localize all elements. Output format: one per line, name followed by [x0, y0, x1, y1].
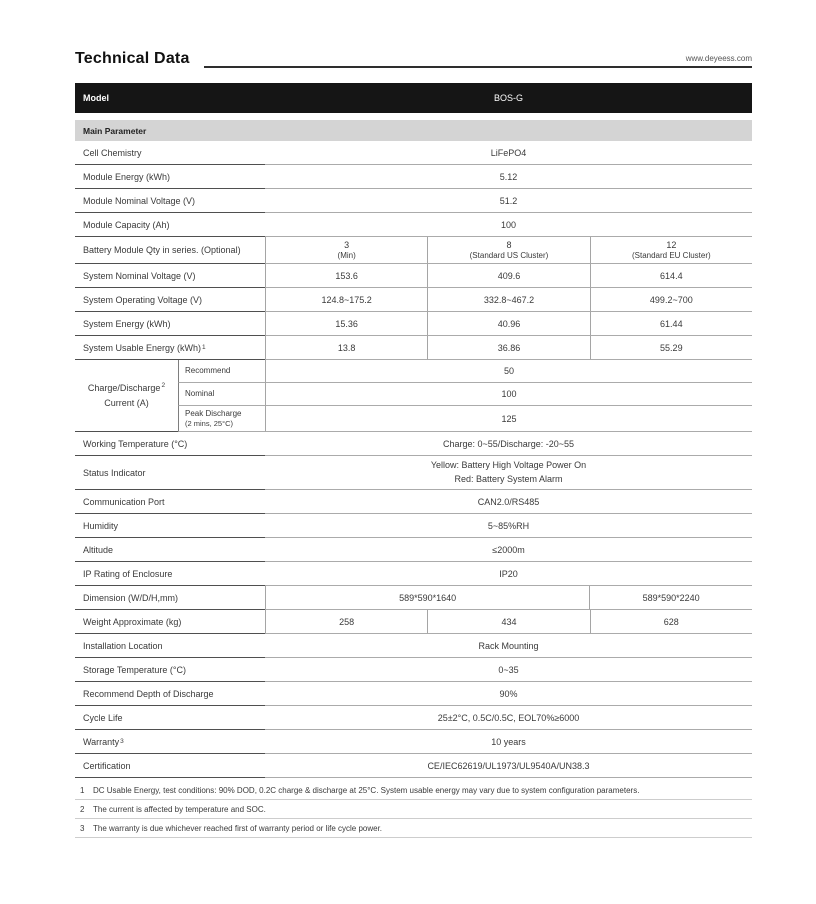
- qty-row: [75, 237, 752, 264]
- spec-row: [75, 288, 752, 312]
- row-value: 5~85%RH: [265, 514, 752, 538]
- charge-sub-value: 125: [265, 406, 752, 432]
- row-label: Communication Port: [75, 490, 265, 514]
- value-cell: 589*590*1640: [265, 586, 589, 610]
- spec-row: [75, 562, 752, 586]
- value-cell: 15.36: [265, 312, 427, 336]
- row-label: Certification: [75, 754, 265, 778]
- row-value: 25±2°C, 0.5C/0.5C, EOL70%≥6000: [265, 706, 752, 730]
- footnote-text: The warranty is due whichever reached first of warranty period or life cycle power.: [93, 824, 383, 833]
- spec-row: [75, 213, 752, 237]
- value-cell: 332.8~467.2: [427, 288, 589, 312]
- spec-row: [75, 264, 752, 288]
- model-value: BOS-G: [493, 93, 523, 103]
- row-label: Storage Temperature (°C): [75, 658, 265, 682]
- spec-row: [75, 658, 752, 682]
- spec-row: [75, 165, 752, 189]
- row-value: 5.12: [265, 165, 752, 189]
- charge-subrow: [178, 406, 752, 432]
- section-header: [75, 120, 752, 141]
- row-label: Battery Module Qty in series. (Optional): [75, 237, 265, 264]
- spec-row: [75, 682, 752, 706]
- value-cell: 434: [427, 610, 589, 634]
- value-columns: [265, 610, 752, 634]
- charge-discharge-block: [75, 360, 752, 432]
- footnote: [75, 781, 752, 800]
- footnote-text: DC Usable Energy, test conditions: 90% DOD, 0.2C charge & discharge at 25°C. System usable energy may vary due to system configuration parameters.: [93, 786, 640, 795]
- title-rule-wrap: [204, 54, 752, 68]
- spec-row: [75, 754, 752, 778]
- value-cell: 124.8~175.2: [265, 288, 427, 312]
- row-label: Dimension (W/D/H,mm): [75, 586, 265, 610]
- charge-label: Charge/Discharge$^2$ Current (A): [75, 360, 178, 432]
- row-value: ≤2000m: [265, 538, 752, 562]
- website-url: www.deyeess.com: [685, 54, 752, 63]
- spec-row: [75, 538, 752, 562]
- row-value: 51.2: [265, 189, 752, 213]
- spec-row: [75, 432, 752, 456]
- value-cell: 55.29: [590, 336, 752, 360]
- value-columns: [265, 336, 752, 360]
- charge-sub-value: 100: [265, 383, 752, 406]
- dimension-row: [75, 586, 752, 610]
- row-label: Recommend Depth of Discharge: [75, 682, 265, 706]
- footnote-number: 2: [80, 805, 85, 814]
- footnotes: [75, 781, 752, 838]
- row-value: 10 years: [265, 730, 752, 754]
- row-value: Rack Mounting: [265, 634, 752, 658]
- row-label: System Energy (kWh): [75, 312, 265, 336]
- row-value: CAN2.0/RS485: [265, 490, 752, 514]
- value-cell: 3 (Min): [265, 237, 427, 264]
- section-label: Main Parameter: [83, 125, 147, 136]
- row-label: Altitude: [75, 538, 265, 562]
- footnote-text: The current is affected by temperature and SOC.: [93, 805, 266, 814]
- row-label: Module Energy (kWh): [75, 165, 265, 189]
- value-cell: 499.2~700: [590, 288, 752, 312]
- datasheet-page: [75, 50, 752, 838]
- value-cell: 153.6: [265, 264, 427, 288]
- spec-table: [75, 83, 752, 778]
- row-label: Cell Chemistry: [75, 141, 265, 165]
- value-cell: 36.86: [427, 336, 589, 360]
- row-value: CE/IEC62619/UL1973/UL9540A/UN38.3: [265, 754, 752, 778]
- footnote-number: 1: [80, 786, 85, 795]
- charge-sub-label: Peak Discharge (2 mins, 25°C): [178, 406, 265, 432]
- spec-row: [75, 336, 752, 360]
- spec-row: [75, 189, 752, 213]
- charge-subrow: [178, 383, 752, 406]
- value-cell: 409.6: [427, 264, 589, 288]
- row-label: Module Nominal Voltage (V): [75, 189, 265, 213]
- spec-row: [75, 634, 752, 658]
- value-cell: 40.96: [427, 312, 589, 336]
- footnote-number: 3: [80, 824, 85, 833]
- row-value: Yellow: Battery High Voltage Power On Red: Battery System Alarm: [265, 456, 752, 490]
- row-label: Status Indicator: [75, 456, 265, 490]
- value-columns: [265, 237, 752, 264]
- page-title: Technical Data: [75, 50, 190, 67]
- charge-sub-label: Recommend: [178, 360, 265, 383]
- charge-sub-value: 50: [265, 360, 752, 383]
- value-columns: [265, 288, 752, 312]
- status-indicator-row: [75, 456, 752, 490]
- page-header: [75, 50, 752, 68]
- value-columns: [265, 264, 752, 288]
- value-cell: 589*590*2240: [589, 586, 752, 610]
- charge-subrows: [178, 360, 752, 432]
- value-cell: 61.44: [590, 312, 752, 336]
- spec-row: [75, 312, 752, 336]
- spec-row: [75, 514, 752, 538]
- row-label: System Operating Voltage (V): [75, 288, 265, 312]
- row-label: IP Rating of Enclosure: [75, 562, 265, 586]
- row-label: Warranty 3: [75, 730, 265, 754]
- weight-row: [75, 610, 752, 634]
- row-label: System Usable Energy (kWh) 1: [75, 336, 265, 360]
- value-columns: [265, 312, 752, 336]
- row-label: Installation Location: [75, 634, 265, 658]
- row-label: System Nominal Voltage (V): [75, 264, 265, 288]
- row-label: Cycle Life: [75, 706, 265, 730]
- row-value: 100: [265, 213, 752, 237]
- row-label: Humidity: [75, 514, 265, 538]
- title-rule: [204, 66, 752, 68]
- row-label: Working Temperature (°C): [75, 432, 265, 456]
- spec-row: [75, 490, 752, 514]
- charge-subrow: [178, 360, 752, 383]
- spec-row: [75, 141, 752, 165]
- row-value: Charge: 0~55/Discharge: -20~55: [265, 432, 752, 456]
- spec-row: [75, 706, 752, 730]
- row-value: 90%: [265, 682, 752, 706]
- charge-sub-label: Nominal: [178, 383, 265, 406]
- spec-row: [75, 730, 752, 754]
- value-cell: 13.8: [265, 336, 427, 360]
- row-value: LiFePO4: [265, 141, 752, 165]
- footnote: [75, 819, 752, 838]
- footnote: [75, 800, 752, 819]
- row-value: IP20: [265, 562, 752, 586]
- value-cell: 12 (Standard EU Cluster): [590, 237, 752, 264]
- value-cell: 614.4: [590, 264, 752, 288]
- model-bar: [75, 83, 752, 113]
- value-columns: [265, 586, 752, 610]
- row-value: 0~35: [265, 658, 752, 682]
- row-label: Module Capacity (Ah): [75, 213, 265, 237]
- model-label: Model: [83, 93, 109, 103]
- row-label: Weight Approximate (kg): [75, 610, 265, 634]
- value-cell: 258: [265, 610, 427, 634]
- value-cell: 628: [590, 610, 752, 634]
- value-cell: 8 (Standard US Cluster): [427, 237, 589, 264]
